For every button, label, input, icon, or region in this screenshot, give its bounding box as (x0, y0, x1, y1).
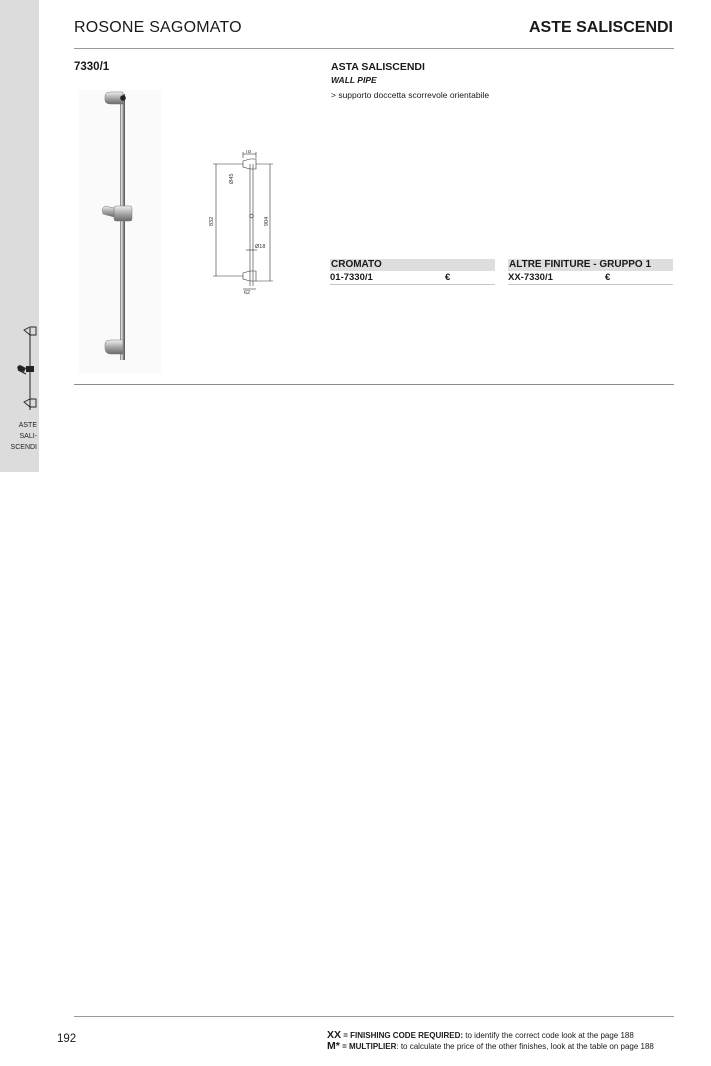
footer-divider (74, 1016, 674, 1017)
wall-pipe-icon (10, 322, 38, 418)
dim-bottom-width: 62 (244, 290, 251, 295)
price-code: 01-7330/1 (330, 272, 373, 283)
price-row (508, 271, 673, 285)
dim-diameter-large: Ø45 (229, 173, 235, 184)
product-feature: > supporto doccetta scorrevole orientabile (331, 90, 490, 100)
technical-drawing (200, 150, 280, 295)
footer-note-multiplier: M* = MULTIPLIER: to calculate the price of the other finishes, look at the table on page 188 (327, 1040, 654, 1052)
header-category-title: ROSONE SAGOMATO (74, 19, 242, 36)
page-number: 192 (57, 1033, 77, 1045)
price-block-other-finishes (508, 259, 673, 285)
dim-height-inner: 904 (264, 216, 270, 226)
side-label (0, 420, 37, 453)
product-code: 7330/1 (74, 61, 110, 73)
section-side-tab (0, 0, 39, 472)
dim-height-outer: 832 (209, 216, 215, 226)
price-currency: € (445, 272, 451, 283)
dim-top-width: 78 (245, 150, 252, 155)
side-label-line: SCENDI (10, 444, 37, 451)
header-divider (74, 48, 674, 49)
price-block-chrome (330, 259, 495, 285)
price-currency: € (605, 272, 611, 283)
product-name: ASTA SALISCENDI (331, 61, 425, 73)
price-row (330, 271, 495, 285)
side-label-line: SALI- (19, 433, 37, 440)
footer-note-finishing: XX = FINISHING CODE REQUIRED: to identify the correct code look at the page 188 (327, 1029, 634, 1041)
header-section-title: ASTE SALISCENDI (528, 19, 673, 36)
dim-diameter-pipe: Ø18 (255, 244, 266, 250)
price-heading: ALTRE FINITURE - GRUPPO 1 (508, 259, 673, 271)
footer-notes (327, 1030, 654, 1052)
side-label-line: ASTE (18, 422, 37, 429)
price-code: XX-7330/1 (508, 272, 553, 283)
price-heading: CROMATO (330, 259, 495, 271)
section-divider (74, 384, 674, 385)
product-subtitle: WALL PIPE (331, 75, 377, 85)
wall-pipe-photo (79, 90, 161, 373)
